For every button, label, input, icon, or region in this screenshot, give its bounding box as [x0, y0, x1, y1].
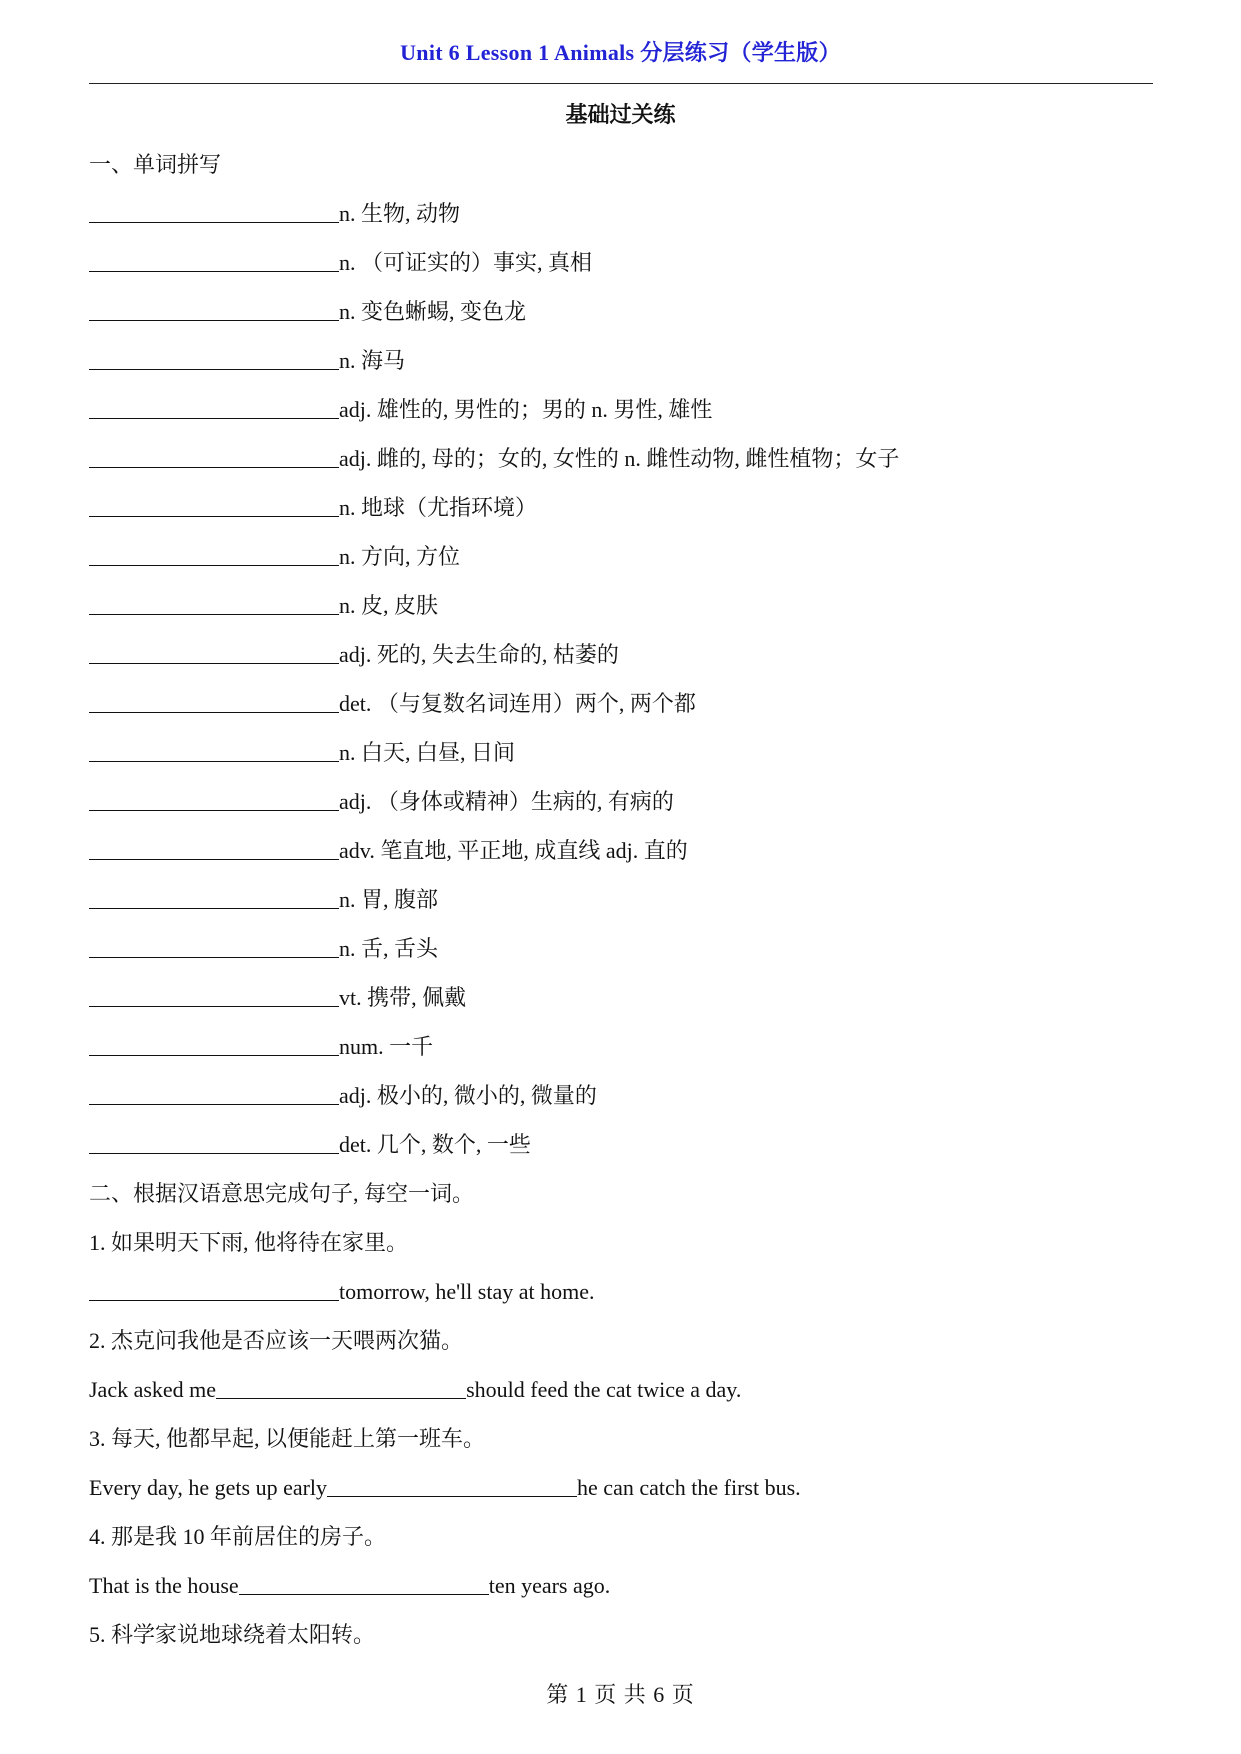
part2-heading: 二、根据汉语意思完成句子, 每空一词。	[89, 1181, 475, 1206]
answer-blank[interactable]	[89, 885, 339, 909]
answer-blank[interactable]	[89, 493, 339, 517]
sentence-before: Jack asked me	[89, 1377, 217, 1402]
sentence-before: Every day, he gets up early	[89, 1475, 328, 1500]
vocab-item	[89, 287, 1153, 336]
vocab-definition: num. 一千	[339, 1034, 434, 1059]
answer-blank[interactable]	[89, 199, 339, 223]
vocab-item	[89, 1071, 1153, 1120]
vocab-definition: n. 皮, 皮肤	[339, 593, 439, 618]
answer-blank[interactable]	[89, 934, 339, 958]
vocab-item	[89, 1022, 1153, 1071]
answer-blank[interactable]	[89, 738, 339, 762]
page-footer: 第 1 页 共 6 页	[546, 1682, 695, 1707]
question-sentence	[89, 1561, 1153, 1610]
answer-blank[interactable]	[89, 395, 339, 419]
vocab-item	[89, 630, 1153, 679]
question-prompt: 2. 杰克问我他是否应该一天喂两次猫。	[89, 1328, 464, 1353]
vocab-item	[89, 385, 1153, 434]
sentence-after: should feed the cat twice a day.	[466, 1377, 742, 1402]
vocab-definition: adv. 笔直地, 平正地, 成直线 adj. 直的	[339, 838, 688, 863]
vocab-definition: vt. 携带, 佩戴	[339, 985, 467, 1010]
vocab-definition: n. 生物, 动物	[339, 201, 461, 226]
answer-blank[interactable]	[89, 1130, 339, 1154]
answer-blank[interactable]	[89, 346, 339, 370]
question-sentence	[89, 1365, 1153, 1414]
header-divider	[89, 83, 1153, 84]
question-prompt: 1. 如果明天下雨, 他将待在家里。	[89, 1230, 409, 1255]
answer-blank[interactable]	[89, 1277, 339, 1301]
vocab-item	[89, 777, 1153, 826]
vocab-item	[89, 924, 1153, 973]
vocab-item	[89, 826, 1153, 875]
vocab-item	[89, 973, 1153, 1022]
answer-blank[interactable]	[327, 1473, 577, 1497]
vocab-item	[89, 875, 1153, 924]
answer-blank[interactable]	[89, 1032, 339, 1056]
vocab-definition: adj. （身体或精神）生病的, 有病的	[339, 789, 674, 814]
vocab-item	[89, 1120, 1153, 1169]
answer-blank[interactable]	[239, 1571, 489, 1595]
vocab-definition: n. 胃, 腹部	[339, 887, 439, 912]
vocab-item	[89, 483, 1153, 532]
answer-blank[interactable]	[89, 591, 339, 615]
answer-blank[interactable]	[89, 297, 339, 321]
vocab-definition: adj. 极小的, 微小的, 微量的	[339, 1083, 597, 1108]
question-prompt: 5. 科学家说地球绕着太阳转。	[89, 1622, 376, 1647]
vocab-item	[89, 238, 1153, 287]
answer-blank[interactable]	[216, 1375, 466, 1399]
vocab-item	[89, 728, 1153, 777]
vocab-item	[89, 679, 1153, 728]
vocab-definition: n. 地球（尤指环境）	[339, 495, 538, 520]
vocab-item	[89, 336, 1153, 385]
answer-blank[interactable]	[89, 444, 339, 468]
vocab-definition: det. （与复数名词连用）两个, 两个都	[339, 691, 696, 716]
sentence-before: That is the house	[89, 1573, 239, 1598]
sentence-after: he can catch the first bus.	[577, 1475, 801, 1500]
vocab-definition: n. 白天, 白昼, 日间	[339, 740, 516, 765]
question-sentence	[89, 1267, 1153, 1316]
answer-blank[interactable]	[89, 787, 339, 811]
answer-blank[interactable]	[89, 836, 339, 860]
vocab-definition: det. 几个, 数个, 一些	[339, 1132, 531, 1157]
vocab-definition: n. 变色蜥蜴, 变色龙	[339, 299, 527, 324]
document-header-title: Unit 6 Lesson 1 Animals 分层练习（学生版）	[400, 40, 841, 65]
vocab-definition: n. 海马	[339, 348, 406, 373]
worksheet-content	[89, 140, 1153, 1659]
vocab-item	[89, 189, 1153, 238]
section-title: 基础过关练	[565, 102, 676, 127]
vocab-item	[89, 532, 1153, 581]
sentence-after: ten years ago.	[488, 1573, 611, 1598]
answer-blank[interactable]	[89, 542, 339, 566]
question-prompt: 4. 那是我 10 年前居住的房子。	[89, 1524, 387, 1549]
vocab-definition: adj. 死的, 失去生命的, 枯萎的	[339, 642, 619, 667]
vocab-definition: adj. 雄性的, 男性的；男的 n. 男性, 雄性	[339, 397, 713, 422]
question-prompt: 3. 每天, 他都早起, 以便能赶上第一班车。	[89, 1426, 486, 1451]
answer-blank[interactable]	[89, 689, 339, 713]
answer-blank[interactable]	[89, 1081, 339, 1105]
answer-blank[interactable]	[89, 983, 339, 1007]
vocab-definition: n. 方向, 方位	[339, 544, 461, 569]
sentence-after: tomorrow, he'll stay at home.	[339, 1279, 595, 1304]
question-sentence	[89, 1463, 1153, 1512]
vocab-item	[89, 581, 1153, 630]
vocab-definition: n. 舌, 舌头	[339, 936, 439, 961]
part1-heading: 一、单词拼写	[89, 152, 222, 177]
answer-blank[interactable]	[89, 248, 339, 272]
answer-blank[interactable]	[89, 640, 339, 664]
vocab-definition: n. （可证实的）事实, 真相	[339, 250, 593, 275]
vocab-item	[89, 434, 1153, 483]
vocab-definition: adj. 雌的, 母的；女的, 女性的 n. 雌性动物, 雌性植物；女子	[339, 446, 900, 471]
